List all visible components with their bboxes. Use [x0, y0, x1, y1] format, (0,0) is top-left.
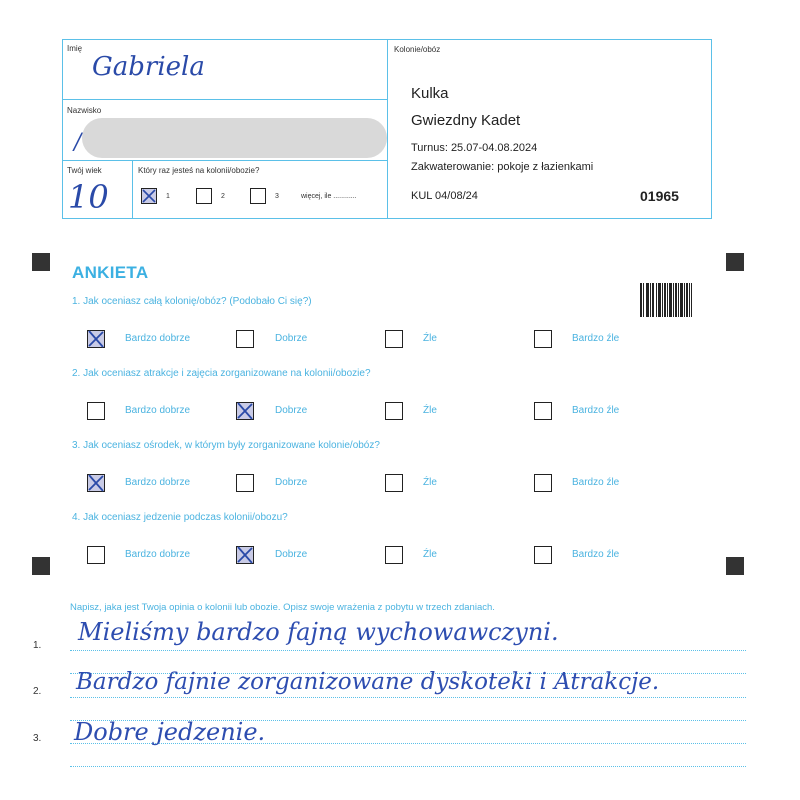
question-3-option-1-label: Bardzo dobrze	[125, 477, 191, 488]
question-1-option-3-label: Źle	[423, 333, 437, 344]
opinion-line-number-1: 1.	[33, 640, 42, 651]
check-cross-icon	[235, 401, 255, 421]
question-3-text: 3. Jak oceniasz ośrodek, w którym były zorganizowane kolonie/obóz?	[72, 440, 380, 451]
question-4-text: 4. Jak oceniasz jedzenie podczas kolonii/obozu?	[72, 512, 288, 523]
opinion-sentence-1: Mieliśmy bardzo fajną wychowawczyni.	[78, 618, 559, 646]
redaction-bar	[82, 118, 387, 158]
barcode-icon	[640, 283, 692, 317]
question-1-option-4-checkbox[interactable]	[534, 330, 552, 348]
which-time-option-1-checkbox[interactable]	[141, 188, 157, 204]
check-cross-icon	[235, 545, 255, 565]
question-1-option-3-checkbox[interactable]	[385, 330, 403, 348]
question-2-option-4-label: Bardzo źle	[572, 405, 620, 416]
question-1-option-1-checkbox[interactable]	[87, 330, 105, 348]
age-label: Twój wiek	[67, 166, 102, 175]
which-time-option-1-label: 1	[166, 193, 170, 200]
form-number: 01965	[640, 188, 679, 204]
question-4-option-4-checkbox[interactable]	[534, 546, 552, 564]
check-cross-icon	[141, 188, 157, 204]
question-1-option-4-label: Bardzo źle	[572, 333, 620, 344]
which-time-option-3-checkbox[interactable]	[250, 188, 266, 204]
registration-marker-bottom-left	[32, 557, 50, 575]
last-name-value: /	[74, 130, 82, 155]
header-age-divider	[132, 160, 133, 219]
opinion-line-number-2: 2.	[33, 686, 42, 697]
question-3-option-4-checkbox[interactable]	[534, 474, 552, 492]
first-name-value: Gabriela	[92, 52, 205, 82]
question-3-option-3-label: Źle	[423, 477, 437, 488]
question-1-option-2-checkbox[interactable]	[236, 330, 254, 348]
opinion-prompt: Napisz, jaka jest Twoja opinia o kolonii lub obozie. Opisz swoje wrażenia z pobytu w trzech zdaniach.	[70, 602, 495, 613]
question-2-option-1-label: Bardzo dobrze	[125, 405, 191, 416]
question-4-option-1-checkbox[interactable]	[87, 546, 105, 564]
question-2-option-4-checkbox[interactable]	[534, 402, 552, 420]
question-2-option-2-label: Dobrze	[275, 405, 308, 416]
header-divider	[387, 39, 388, 219]
opinion-line-number-3: 3.	[33, 733, 42, 744]
question-3-option-4-label: Bardzo źle	[572, 477, 620, 488]
question-4-option-2-checkbox[interactable]	[236, 546, 254, 564]
camp-label: Kolonie/obóz	[394, 45, 441, 54]
registration-marker-top-right	[726, 253, 744, 271]
opinion-dotted-line	[70, 697, 746, 698]
question-3-option-2-checkbox[interactable]	[236, 474, 254, 492]
question-1-option-1-label: Bardzo dobrze	[125, 333, 191, 344]
header-row-divider-2	[62, 160, 387, 161]
camp-code: KUL 04/08/24	[411, 190, 478, 202]
opinion-sentence-3: Dobre jedzenie.	[74, 718, 266, 746]
opinion-dotted-line	[70, 766, 746, 767]
question-4-option-3-checkbox[interactable]	[385, 546, 403, 564]
question-3-option-3-checkbox[interactable]	[385, 474, 403, 492]
age-value: 10	[68, 178, 109, 216]
question-4-option-1-label: Bardzo dobrze	[125, 549, 191, 560]
question-4-option-2-label: Dobrze	[275, 549, 308, 560]
last-name-label: Nazwisko	[67, 106, 102, 115]
question-2-text: 2. Jak oceniasz atrakcje i zajęcia zorganizowane na kolonii/obozie?	[72, 368, 371, 379]
check-cross-icon	[86, 329, 106, 349]
question-1-option-2-label: Dobrze	[275, 333, 308, 344]
survey-title: ANKIETA	[72, 263, 149, 282]
turnus-text: Turnus: 25.07-04.08.2024	[411, 142, 538, 154]
check-cross-icon	[86, 473, 106, 493]
first-name-label: Imię	[67, 44, 83, 53]
opinion-dotted-line	[70, 650, 746, 651]
which-time-option-2-checkbox[interactable]	[196, 188, 212, 204]
which-time-option-2-label: 2	[221, 193, 225, 200]
which-time-more-label: więcej, ile ............	[301, 193, 357, 200]
question-3-option-1-checkbox[interactable]	[87, 474, 105, 492]
question-2-option-3-checkbox[interactable]	[385, 402, 403, 420]
question-3-option-2-label: Dobrze	[275, 477, 308, 488]
camp-name: Kulka	[411, 85, 449, 102]
camp-program: Gwiezdny Kadet	[411, 112, 521, 129]
opinion-sentence-2: Bardzo fajnie zorganizowane dyskoteki i Atrakcje.	[76, 669, 660, 695]
which-time-label: Który raz jesteś na kolonii/obozie?	[138, 166, 260, 175]
accommodation-text: Zakwaterowanie: pokoje z łazienkami	[411, 161, 594, 173]
registration-marker-top-left	[32, 253, 50, 271]
question-4-option-4-label: Bardzo źle	[572, 549, 620, 560]
question-2-option-3-label: Źle	[423, 405, 437, 416]
question-4-option-3-label: Źle	[423, 549, 437, 560]
registration-marker-bottom-right	[726, 557, 744, 575]
question-1-text: 1. Jak oceniasz całą kolonię/obóz? (Podobało Ci się?)	[72, 296, 312, 307]
which-time-option-3-label: 3	[275, 193, 279, 200]
header-row-divider-1	[62, 99, 387, 100]
question-2-option-2-checkbox[interactable]	[236, 402, 254, 420]
question-2-option-1-checkbox[interactable]	[87, 402, 105, 420]
